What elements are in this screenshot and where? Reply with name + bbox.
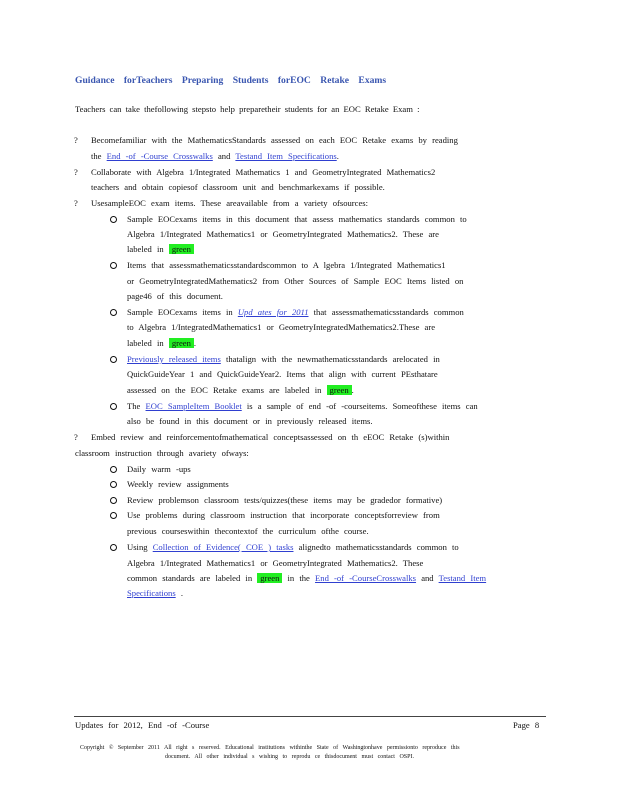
page-title: Guidance forTeachers Preparing Students forEOC Retake Exams — [75, 75, 387, 86]
test-item-specs-link[interactable]: Testand Item Specifications — [235, 151, 337, 161]
b3-s1-labeled: labeled in — [127, 244, 164, 254]
b3-s2-line-3: page46 of this document. — [127, 291, 223, 301]
bullet-3-marker: ? — [74, 198, 78, 208]
b3-s1-line-3 — [127, 244, 194, 254]
updates-2011-link[interactable]: Upd ates for 2011 — [237, 307, 309, 317]
b4-s5-line-4 — [127, 588, 183, 598]
bullet-3-line-1: UsesampleEOC exam items. These areavailable from a variety ofsources: — [91, 198, 369, 208]
bullet-2-line-2: teachers and obtain copiesof classroom unit and benchmarkexams if possible. — [91, 182, 385, 192]
bullet-2-line-1: Collaborate with Algebra 1/Integrated Mathematics 1 and GeometryIntegrated Mathematics2 — [91, 167, 436, 177]
green-highlight: green — [169, 338, 194, 348]
bullet-1-line-2 — [91, 151, 339, 161]
b3-s4-period: . — [351, 385, 354, 395]
b3-s5-the: The — [127, 401, 141, 411]
circle-bullet-icon — [110, 466, 117, 473]
circle-bullet-icon — [110, 262, 117, 269]
bullet-4-line-1: Embed review and reinforcementofmathematical conceptsassessed on th eEOC Retake (s)within — [91, 432, 450, 442]
b3-s4-line-2: QuickGuideYear 1 and QuickGuideYear2. Items that align with current PEsthatare — [127, 369, 438, 379]
bullet-4-marker: ? — [74, 432, 78, 442]
b4-s4-line-1: Use problems during classroom instruction that incorporate conceptsforreview from — [127, 510, 440, 520]
bullet-1-and: and — [217, 151, 231, 161]
b3-s5-line-1 — [127, 401, 478, 411]
bullet-4-line-2: classroom instruction through avariety ofways: — [75, 448, 249, 458]
b3-s5-post: is a sample of end -of -courseitems. Someofthese items can — [246, 401, 478, 411]
b3-s3-line-1 — [127, 307, 464, 317]
collection-of-evidence-link[interactable]: Collection of Evidence( COE ) tasks — [152, 542, 294, 552]
eoc-sample-item-booklet-link[interactable]: EOC SampleItem Booklet — [145, 401, 242, 411]
b3-s3-line-3 — [127, 338, 196, 348]
b3-s3-labeled: labeled in — [127, 338, 164, 348]
copyright-line-1: Copyright © September 2011 All right s reserved. Educational institutions withinthe State of Washingtonhave permissionto reproduce this — [80, 745, 460, 751]
footer-divider — [74, 716, 546, 717]
green-highlight: green — [327, 385, 352, 395]
b3-s2-line-2: or GeometryIntegratedMathematics2 from Other Sources of Sample EOC Items listed on — [127, 276, 464, 286]
footer-updates: Updates for 2012, End -of -Course — [75, 720, 210, 730]
b3-s4-line-1 — [127, 354, 440, 364]
intro-text: Teachers can take thefollowing stepsto help preparetheir students for an EOC Retake Exam : — [75, 104, 420, 114]
b3-s3-pre: Sample EOCexams items in — [127, 307, 233, 317]
footer-page-number: Page 8 — [513, 720, 540, 730]
specifications-link-2[interactable]: Specifications — [127, 588, 176, 598]
circle-bullet-icon — [110, 512, 117, 519]
b3-s4-labeled: assessed on the EOC Retake exams are labeled in — [127, 385, 322, 395]
b4-s5-using: Using — [127, 542, 148, 552]
green-highlight: green — [257, 573, 282, 583]
b4-s5-post: alignedto mathematicsstandards common to — [298, 542, 459, 552]
b4-s5-and: and — [421, 573, 434, 583]
bullet-1-marker: ? — [74, 135, 78, 145]
b3-s4-post: thatalign with the newmathematicsstandards arelocated in — [225, 354, 440, 364]
b3-s2-line-1: Items that assessmathematicsstandardscommon to A lgebra 1/Integrated Mathematics1 — [127, 260, 446, 270]
green-highlight: green — [169, 244, 194, 254]
previously-released-items-link[interactable]: Previously released items — [127, 354, 221, 364]
b4-s5-in-the: in the — [287, 573, 310, 583]
circle-bullet-icon — [110, 481, 117, 488]
b4-s5-line-1 — [127, 542, 459, 552]
b4-s5-labeled: common standards are labeled in — [127, 573, 253, 583]
crosswalks-link[interactable]: End -of -Course Crosswalks — [106, 151, 213, 161]
bullet-1-period: . — [336, 151, 339, 161]
b4-s4-line-2: previous courseswithin thecontextof the curriculum ofthe course. — [127, 526, 369, 536]
circle-bullet-icon — [110, 403, 117, 410]
b3-s1-line-2: Algebra 1/Integrated Mathematics1 or GeometryIntegrated Mathematics2. These are — [127, 229, 439, 239]
b4-s5-period: . — [180, 588, 183, 598]
circle-bullet-icon — [110, 309, 117, 316]
circle-bullet-icon — [110, 356, 117, 363]
test-item-link-2[interactable]: Testand Item — [438, 573, 487, 583]
bullet-1-line-1: Becomefamiliar with the MathematicsStandards assessed on each EOC Retake exams by reading — [91, 135, 458, 145]
bullet-1-the: the — [91, 151, 102, 161]
b4-s1: Daily warm -ups — [127, 464, 191, 474]
b4-s5-line-3 — [127, 573, 486, 583]
b3-s1-line-1: Sample EOCexams items in this document that assess mathematics standards common to — [127, 214, 467, 224]
circle-bullet-icon — [110, 216, 117, 223]
bullet-2-marker: ? — [74, 167, 78, 177]
b4-s5-line-2: Algebra 1/Integrated Mathematics1 or GeometryIntegrated Mathematics2. These — [127, 558, 424, 568]
b4-s2: Weekly review assignments — [127, 479, 229, 489]
circle-bullet-icon — [110, 497, 117, 504]
b3-s3-period: . — [193, 338, 197, 348]
circle-bullet-icon — [110, 544, 117, 551]
b3-s3-line-2: to Algebra 1/IntegratedMathematics1 or GeometryIntegratedMathematics2.These are — [127, 322, 436, 332]
crosswalks-link-2[interactable]: End -of -CourseCrosswalks — [315, 573, 417, 583]
b3-s3-post: that assessmathematicsstandards common — [313, 307, 464, 317]
b4-s3: Review problemson classroom tests/quizzes(these items may be gradedor formative) — [127, 495, 443, 505]
b3-s5-line-2: also be found in this document or in previously released items. — [127, 416, 373, 426]
b3-s4-line-3 — [127, 385, 354, 395]
copyright-line-2: document. All other individual s wishing to reprodu ce thisdocument must contact OSPI. — [165, 754, 414, 760]
